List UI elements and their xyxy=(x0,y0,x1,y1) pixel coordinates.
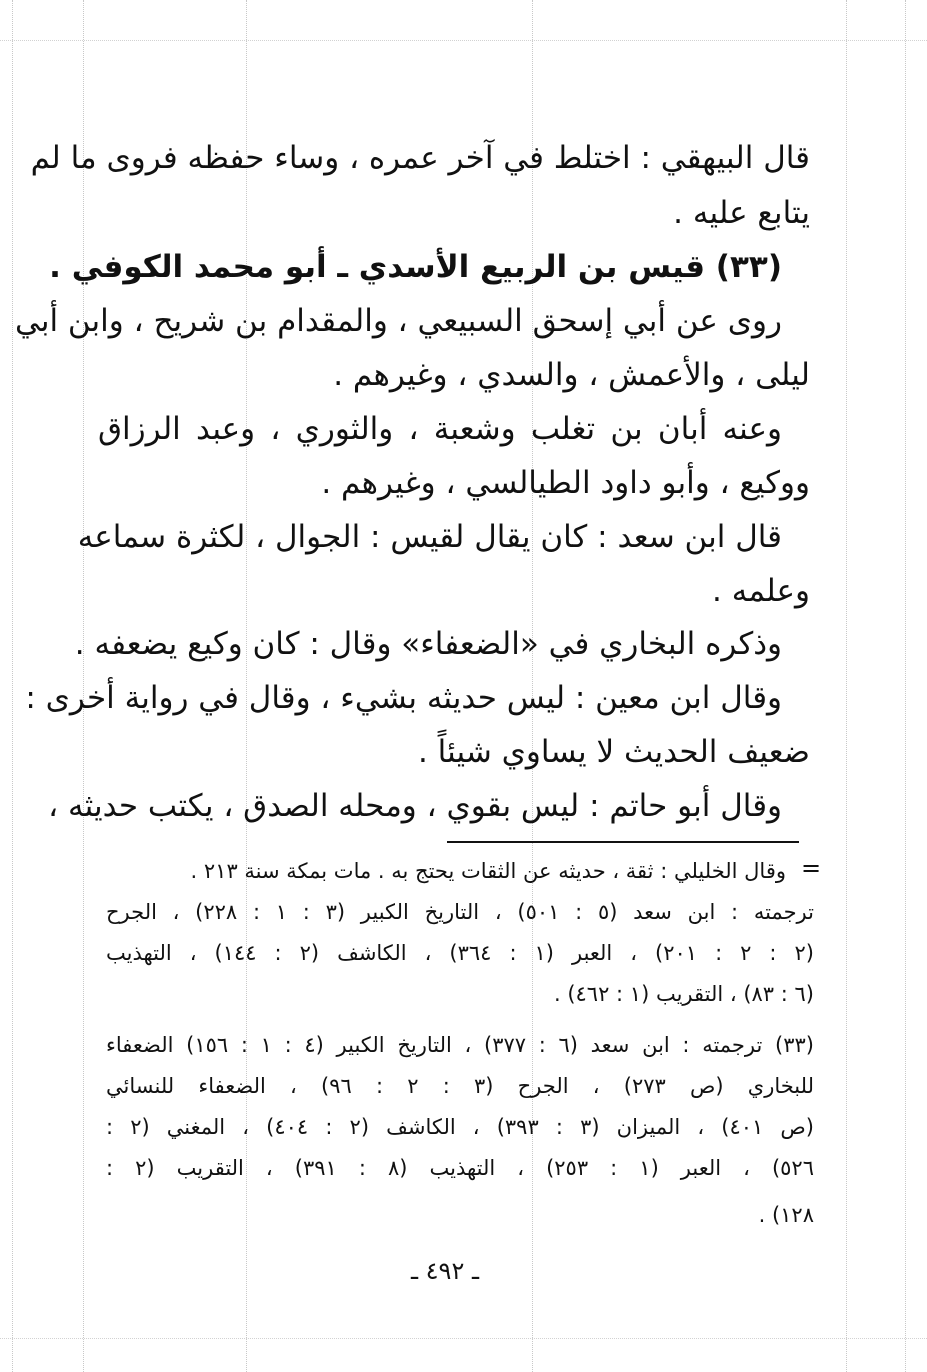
text-line: وقال ابن معين : ليس حديثه بشيء ، وقال في رواية أخرى : xyxy=(25,680,782,716)
footnote-line: (٣٣) ترجمته : ابن سعد (٦ : ٣٧٧) ، التاريخ الكبير (٤ : ١ : ١٥٦) الضعفاء xyxy=(106,1033,814,1057)
footnote-line: (ص ٤٠١) ، الميزان (٣ : ٣٩٣) ، الكاشف (٢ : ٤٠٤) ، المغني (٢ : xyxy=(106,1115,814,1139)
text-line: وذكره البخاري في «الضعفاء» وقال : كان وكيع يضعفه . xyxy=(74,626,782,662)
footnote-separator xyxy=(447,841,799,843)
text-line: وقال أبو حاتم : ليس بقوي ، ومحله الصدق ، يكتب حديثه ، xyxy=(48,788,782,824)
entry-heading: (٣٣) قيس بن الربيع الأسدي ـ أبو محمد الكوفي . xyxy=(49,249,782,285)
footnote-line: ترجمته : ابن سعد (٥ : ٥٠١) ، التاريخ الكبير (٣ : ١ : ٢٢٨) ، الجرح xyxy=(106,900,814,924)
text-line: وعنه أبان بن تغلب وشعبة ، والثوري ، وعبد الرزاق xyxy=(98,411,782,447)
footnote-line: ١٢٨) . xyxy=(758,1203,814,1227)
footnote-line: وقال الخليلي : ثقة ، حديثه عن الثقات يحتج به . مات بمكة سنة ٢١٣ . xyxy=(190,859,786,883)
footnote-line: (٢ : ٢ : ٢٠١) ، العبر (١ : ٣٦٤) ، الكاشف (٢ : ١٤٤) ، التهذيب xyxy=(106,941,814,965)
text-line: ليلى ، والأعمش ، والسدي ، وغيرهم . xyxy=(333,357,810,393)
footnote-continuation-mark: = xyxy=(801,854,822,882)
text-line: يتابع عليه . xyxy=(673,195,810,231)
page-number: ـ ٤٩٢ ـ xyxy=(410,1257,479,1285)
footnote-line: للبخاري (ص ٢٧٣) ، الجرح (٣ : ٢ : ٩٦) ، الضعفاء للنسائي xyxy=(106,1074,814,1098)
text-line: قال البيهقي : اختلط في آخر عمره ، وساء حفظه فروى ما لم xyxy=(30,140,810,176)
text-line: وعلمه . xyxy=(712,573,810,609)
text-line: ضعيف الحديث لا يساوي شيئاً . xyxy=(417,734,810,770)
footnote-line: ٥٢٦) ، العبر (١ : ٢٥٣) ، التهذيب (٨ : ٣٩١) ، التقريب (٢ : xyxy=(106,1156,814,1180)
text-line: ووكيع ، وأبو داود الطيالسي ، وغيرهم . xyxy=(321,465,810,501)
text-line: روى عن أبي إسحق السبيعي ، والمقدام بن شريح ، وابن أبي xyxy=(15,303,782,339)
footnote-line: (٦ : ٨٣) ، التقريب (١ : ٤٦٢) . xyxy=(553,982,814,1006)
text-line: قال ابن سعد : كان يقال لقيس : الجوال ، لكثرة سماعه xyxy=(77,519,782,555)
